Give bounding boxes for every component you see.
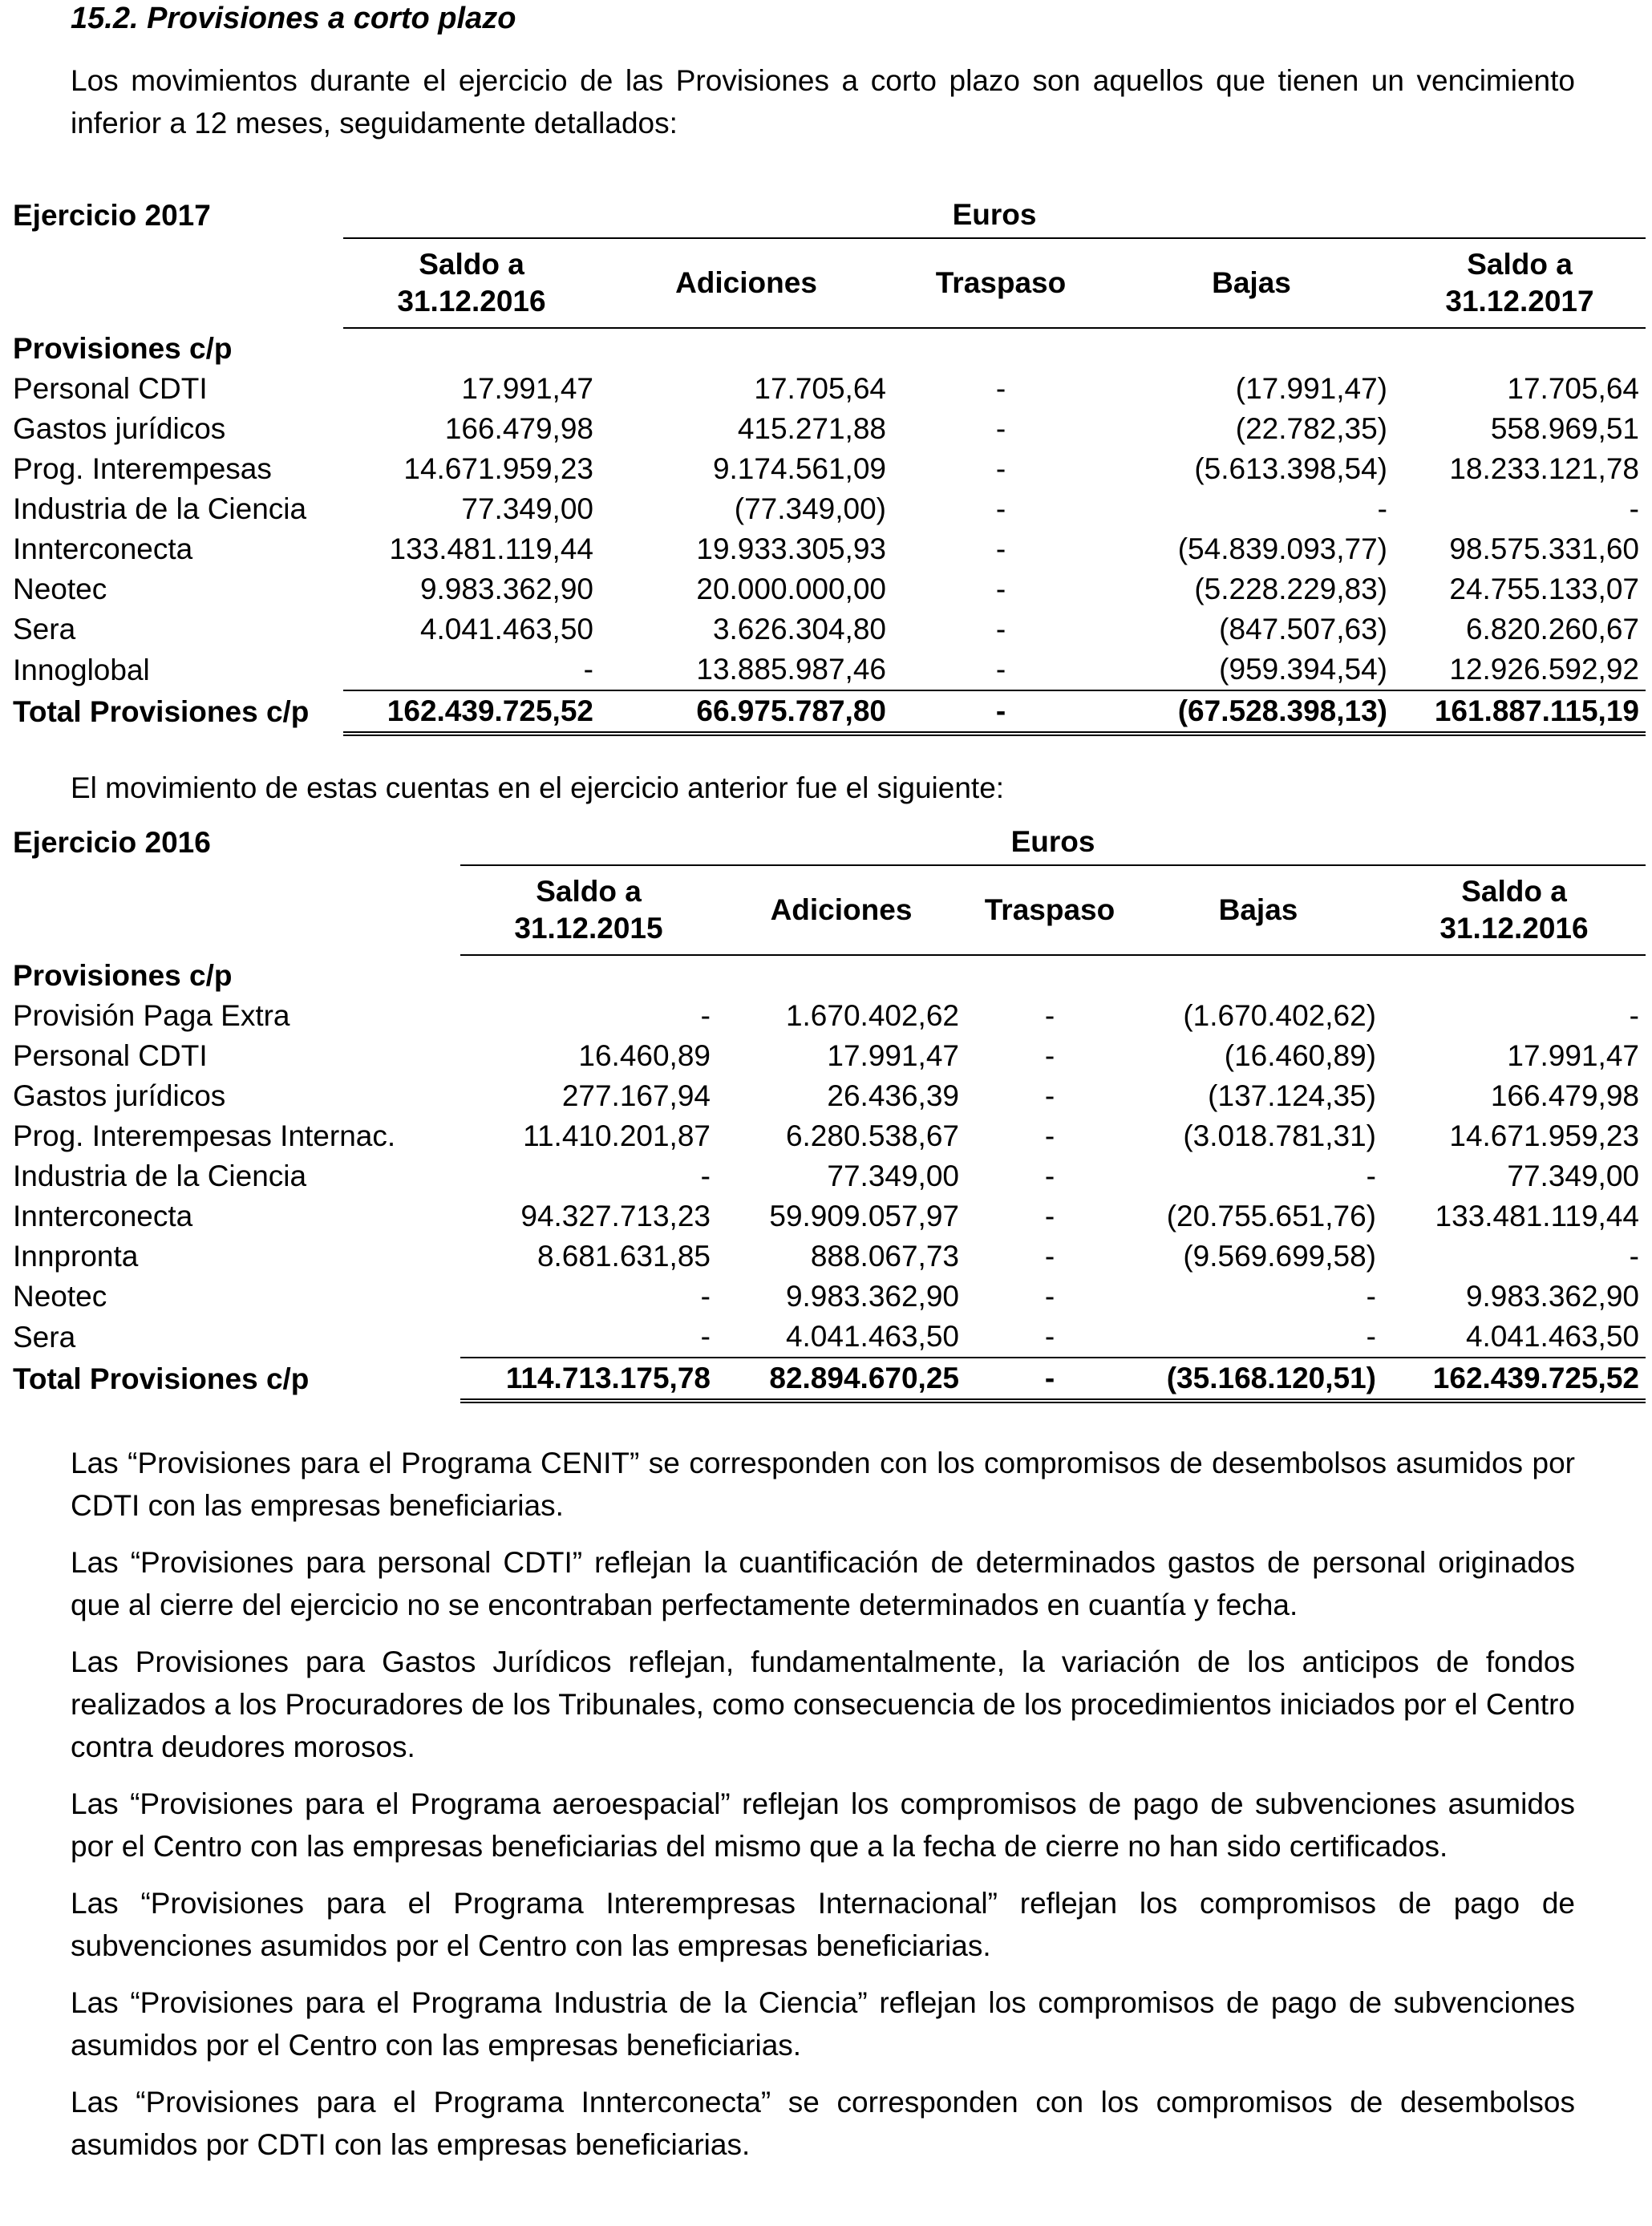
total-cell: (67.528.398,13) [1109, 690, 1394, 734]
value-cell: 17.705,64 [754, 372, 886, 405]
value-cell: 6.820.260,67 [1465, 613, 1639, 646]
total-cell: 162.439.725,52 [343, 690, 600, 734]
column-headers [6, 865, 1646, 955]
value-cell: 77.349,00 [827, 1160, 959, 1192]
value-cell: 888.067,73 [810, 1240, 959, 1273]
value-cell: 558.969,51 [1490, 412, 1639, 445]
table-row [6, 1236, 1646, 1277]
note-paragraph: Las “Provisiones para el Programa aeroespacial” reflejan los compromisos de pago de subvenciones asumidos por el Centro con las empresas beneficiarias del mismo que a la fecha de cierre no han sido certificados. [71, 1787, 1575, 1863]
col-header: Saldo a 31.12.2016 [1383, 865, 1646, 955]
value-cell: - [700, 1320, 711, 1353]
value-cell: 3.626.304,80 [712, 613, 886, 646]
row-label: Innpronta [13, 1240, 139, 1273]
value-cell: 14.671.959,23 [403, 452, 593, 485]
value-cell: 94.327.713,23 [520, 1200, 711, 1232]
value-cell: 16.460,89 [578, 1039, 711, 1072]
table-row [6, 569, 1646, 609]
value-cell: 13.885.987,46 [696, 653, 886, 686]
value-cell: - [1629, 492, 1639, 525]
value-cell: (847.507,63) [1219, 613, 1387, 646]
table-row [6, 996, 1646, 1036]
rows-2017 [6, 369, 1646, 690]
table-row [6, 1156, 1646, 1196]
total-cell: - [966, 1358, 1134, 1401]
col-header: Bajas [1109, 238, 1394, 328]
table-row [6, 409, 1646, 449]
row-label: Industria de la Ciencia [13, 492, 307, 525]
value-cell: 17.991,47 [827, 1039, 959, 1072]
value-cell: 17.991,47 [461, 372, 593, 405]
col-header: Adiciones [717, 865, 966, 955]
note-paragraph: Las “Provisiones para el Programa CENIT” se corresponden con los compromisos de desembolsos asumidos por CDTI con las empresas beneficiarias. [71, 1447, 1575, 1522]
note-paragraph: Las “Provisiones para el Programa Industria de la Ciencia” reflejan los compromisos de pago de subvenciones asumidos por el Centro con las empresas beneficiarias. [71, 1986, 1575, 2062]
col-header: Traspaso [966, 865, 1134, 955]
value-cell: (5.228.229,83) [1194, 573, 1387, 605]
value-cell: - [700, 999, 711, 1032]
row-label: Innterconecta [13, 1200, 193, 1232]
total-cell: 66.975.787,80 [600, 690, 893, 734]
unit-header: Euros [460, 820, 1646, 865]
value-cell: - [1044, 1119, 1055, 1152]
row-label: Provisión Paga Extra [13, 999, 290, 1032]
notes-section [71, 1442, 1575, 2180]
table-row [6, 609, 1646, 650]
value-cell: 17.991,47 [1507, 1039, 1639, 1072]
value-cell: 9.174.561,09 [712, 452, 886, 485]
note-paragraph: Las “Provisiones para el Programa Innterconecta” se corresponden con los compromisos de desembolsos asumidos por CDTI con las empresas beneficiarias. [71, 2086, 1575, 2161]
value-cell: - [1044, 999, 1055, 1032]
value-cell: - [1044, 1240, 1055, 1273]
row-label: Neotec [13, 573, 107, 605]
table-row [6, 1317, 1646, 1358]
col-header: Bajas [1134, 865, 1383, 955]
value-cell: - [995, 613, 1006, 646]
value-cell: (9.569.699,58) [1183, 1240, 1376, 1273]
value-cell: 8.681.631,85 [536, 1240, 711, 1273]
row-label: Sera [13, 1320, 76, 1354]
row-label: Prog. Interempesas [13, 452, 272, 485]
total-label: Total Provisiones c/p [13, 1362, 310, 1395]
value-cell: 1.670.402,62 [785, 999, 959, 1032]
value-cell: - [1629, 999, 1639, 1032]
value-cell: (17.991,47) [1235, 372, 1387, 405]
note-paragraph: Las “Provisiones para personal CDTI” reflejan la cuantificación de determinados gastos de personal originados que al cierre del ejercicio no se encontraban perfectamente determinados en cuantía y fecha. [71, 1546, 1575, 1621]
row-label: Personal CDTI [13, 372, 208, 405]
table-row [6, 650, 1646, 690]
value-cell: 59.909.057,97 [769, 1200, 959, 1232]
row-label: Sera [13, 613, 76, 646]
value-cell: - [995, 573, 1006, 605]
table-2017 [6, 192, 1646, 736]
value-cell: 11.410.201,87 [523, 1119, 711, 1152]
value-cell: - [1044, 1079, 1055, 1112]
value-cell: (959.394,54) [1219, 653, 1387, 686]
table-2016 [6, 820, 1646, 1403]
value-cell: 133.481.119,44 [1435, 1200, 1639, 1232]
value-cell: 19.933.305,93 [696, 532, 886, 565]
table-row [6, 529, 1646, 569]
value-cell: - [995, 452, 1006, 485]
value-cell: (3.018.781,31) [1183, 1119, 1376, 1152]
value-cell: 9.983.362,90 [1465, 1280, 1639, 1313]
total-cell: 161.887.115,19 [1394, 690, 1646, 734]
value-cell: 6.280.538,67 [785, 1119, 959, 1152]
value-cell: 26.436,39 [827, 1079, 959, 1112]
value-cell: - [995, 653, 1006, 686]
table-title: Ejercicio 2016 [13, 825, 211, 859]
value-cell: 4.041.463,50 [785, 1320, 959, 1353]
value-cell: - [995, 492, 1006, 525]
intro-paragraph: Los movimientos durante el ejercicio de las Provisiones a corto plazo son aquellos que tienen un vencimiento inferior a 12 meses, seguidamente detallados: [71, 64, 1575, 140]
value-cell: 12.926.592,92 [1449, 653, 1639, 686]
total-cell: 82.894.670,25 [717, 1358, 966, 1401]
value-cell: - [1044, 1039, 1055, 1072]
table-row [6, 1116, 1646, 1156]
value-cell: - [1044, 1200, 1055, 1232]
column-headers [6, 238, 1646, 328]
value-cell: - [1366, 1320, 1376, 1353]
value-cell: 24.755.133,07 [1449, 573, 1639, 605]
table-row [6, 1036, 1646, 1076]
row-label: Gastos jurídicos [13, 1079, 226, 1112]
total-cell: 114.713.175,78 [460, 1358, 717, 1401]
value-cell: - [1044, 1320, 1055, 1353]
col-header: Saldo a 31.12.2016 [343, 238, 600, 328]
value-cell: 415.271,88 [737, 412, 886, 445]
value-cell: 77.349,00 [1507, 1160, 1639, 1192]
total-row [6, 690, 1646, 734]
value-cell: - [995, 372, 1006, 405]
value-cell: 4.041.463,50 [419, 613, 593, 646]
row-label: Neotec [13, 1280, 107, 1313]
row-label: Innoglobal [13, 653, 150, 686]
value-cell: (22.782,35) [1235, 412, 1387, 445]
col-header: Adiciones [600, 238, 893, 328]
row-label: Gastos jurídicos [13, 412, 226, 445]
value-cell: (16.460,89) [1224, 1039, 1376, 1072]
value-cell: 166.479,98 [444, 412, 593, 445]
unit-header: Euros [343, 192, 1646, 238]
section-label: Provisiones c/p [13, 958, 233, 992]
note-paragraph: Las “Provisiones para el Programa Interempresas Internacional” reflejan los compromisos de pago de subvenciones asumidos por el Centro con las empresas beneficiarias. [71, 1887, 1575, 1962]
col-header: Traspaso [893, 238, 1109, 328]
value-cell: - [1366, 1160, 1376, 1192]
table-row [6, 489, 1646, 529]
value-cell: - [1377, 492, 1387, 525]
section-label: Provisiones c/p [13, 331, 233, 365]
value-cell: 14.671.959,23 [1449, 1119, 1639, 1152]
section-title: 15.2. Provisiones a corto plazo [71, 2, 516, 35]
row-label: Industria de la Ciencia [13, 1160, 307, 1192]
col-header: Saldo a 31.12.2017 [1394, 238, 1646, 328]
value-cell: - [700, 1160, 711, 1192]
value-cell: - [995, 412, 1006, 445]
value-cell: (137.124,35) [1208, 1079, 1376, 1112]
total-cell: - [893, 690, 1109, 734]
value-cell: 166.479,98 [1490, 1079, 1639, 1112]
table-row [6, 1277, 1646, 1317]
value-cell: 17.705,64 [1507, 372, 1639, 405]
value-cell: 133.481.119,44 [389, 532, 593, 565]
value-cell: - [1629, 1240, 1639, 1273]
value-cell: 277.167,94 [561, 1079, 711, 1112]
value-cell: 77.349,00 [461, 492, 593, 525]
note-paragraph: Las Provisiones para Gastos Jurídicos reflejan, fundamentalmente, la variación de los anticipos de fondos realizados a los Procuradores de los Tribunales, como consecuencia de los procedimientos iniciados por el Centro contra deudores morosos. [71, 1645, 1575, 1763]
total-label: Total Provisiones c/p [13, 695, 310, 728]
value-cell: - [1044, 1160, 1055, 1192]
value-cell: - [1366, 1280, 1376, 1313]
table-row [6, 369, 1646, 409]
table-row [6, 1076, 1646, 1116]
value-cell: 20.000.000,00 [696, 573, 886, 605]
table-row [6, 449, 1646, 489]
value-cell: 98.575.331,60 [1449, 532, 1639, 565]
rows-2016 [6, 996, 1646, 1358]
value-cell: 18.233.121,78 [1449, 452, 1639, 485]
between-text: El movimiento de estas cuentas en el ejercicio anterior fue el siguiente: [71, 771, 1005, 804]
value-cell: 4.041.463,50 [1465, 1320, 1639, 1353]
row-label: Personal CDTI [13, 1039, 208, 1072]
total-row [6, 1358, 1646, 1401]
value-cell: (1.670.402,62) [1183, 999, 1376, 1032]
value-cell: - [995, 532, 1006, 565]
value-cell: 9.983.362,90 [785, 1280, 959, 1313]
value-cell: (77.349,00) [734, 492, 886, 525]
value-cell: (20.755.651,76) [1166, 1200, 1376, 1232]
value-cell: - [583, 653, 593, 686]
value-cell: (5.613.398,54) [1194, 452, 1387, 485]
value-cell: 9.983.362,90 [419, 573, 593, 605]
table-row [6, 1196, 1646, 1236]
value-cell: - [1044, 1280, 1055, 1313]
total-cell: (35.168.120,51) [1134, 1358, 1383, 1401]
total-cell: 162.439.725,52 [1383, 1358, 1646, 1401]
row-label: Prog. Interempesas Internac. [13, 1119, 396, 1152]
table-title: Ejercicio 2017 [13, 198, 211, 232]
col-header: Saldo a 31.12.2015 [460, 865, 717, 955]
value-cell: (54.839.093,77) [1177, 532, 1387, 565]
value-cell: - [700, 1280, 711, 1313]
row-label: Innterconecta [13, 532, 193, 565]
